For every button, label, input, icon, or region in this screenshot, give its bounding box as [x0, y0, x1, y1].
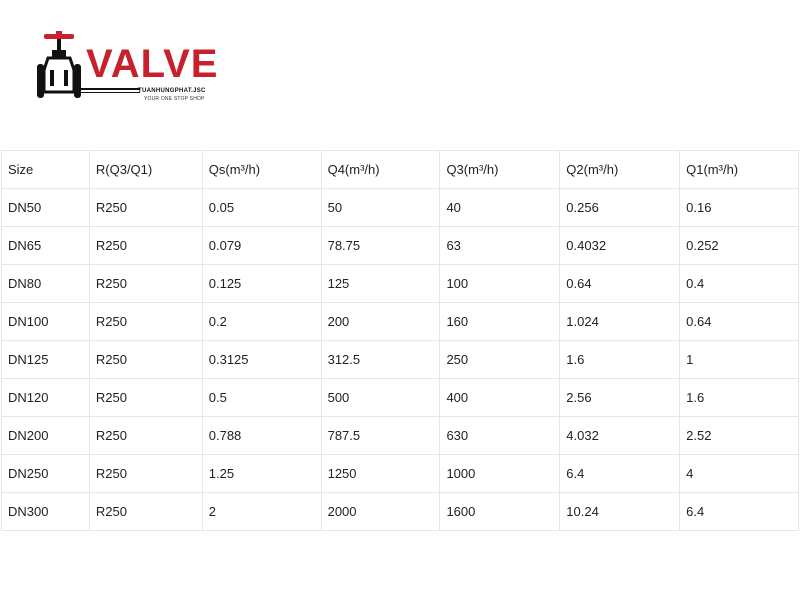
logo-company-name: TUANHUNGPHAT.JSC: [138, 88, 206, 94]
cell-q2: 10.24: [560, 493, 680, 531]
cell-q3: 250: [440, 341, 560, 379]
table-row: [2, 227, 799, 265]
cell-q2: 1.6: [560, 341, 680, 379]
cell-ratio: R250: [89, 341, 202, 379]
header-q1: Q1(m³/h): [680, 151, 799, 189]
cell-q3: 400: [440, 379, 560, 417]
cell-q2: 1.024: [560, 303, 680, 341]
cell-q1: 1.6: [680, 379, 799, 417]
cell-q4: 2000: [321, 493, 440, 531]
header-ratio: R(Q3/Q1): [89, 151, 202, 189]
cell-size: DN300: [2, 493, 90, 531]
cell-qs: 0.5: [202, 379, 321, 417]
cell-ratio: R250: [89, 227, 202, 265]
cell-size: DN200: [2, 417, 90, 455]
cell-q2: 0.4032: [560, 227, 680, 265]
cell-qs: 1.25: [202, 455, 321, 493]
header-qs: Qs(m³/h): [202, 151, 321, 189]
cell-qs: 0.125: [202, 265, 321, 303]
cell-size: DN100: [2, 303, 90, 341]
table-row: [2, 189, 799, 227]
logo-tagline: YOUR ONE STOP SHOP: [144, 96, 205, 102]
cell-q4: 1250: [321, 455, 440, 493]
cell-q3: 1000: [440, 455, 560, 493]
cell-q2: 2.56: [560, 379, 680, 417]
cell-q1: 1: [680, 341, 799, 379]
cell-q1: 0.252: [680, 227, 799, 265]
cell-q4: 312.5: [321, 341, 440, 379]
cell-q4: 125: [321, 265, 440, 303]
table-row: [2, 303, 799, 341]
table-row: [2, 341, 799, 379]
cell-q4: 50: [321, 189, 440, 227]
header-size: Size: [2, 151, 90, 189]
cell-size: DN125: [2, 341, 90, 379]
gate-valve-icon: [36, 30, 88, 110]
brand-logo[interactable]: [36, 30, 219, 110]
cell-q3: 630: [440, 417, 560, 455]
cell-q3: 1600: [440, 493, 560, 531]
table-header-row: [2, 151, 799, 189]
flow-spec-table: [1, 150, 799, 531]
table-row: [2, 493, 799, 531]
cell-qs: 0.2: [202, 303, 321, 341]
cell-q1: 4: [680, 455, 799, 493]
cell-ratio: R250: [89, 265, 202, 303]
cell-ratio: R250: [89, 493, 202, 531]
logo-wordmark: VALVE: [86, 42, 219, 86]
cell-q3: 63: [440, 227, 560, 265]
cell-q4: 200: [321, 303, 440, 341]
table-row: [2, 265, 799, 303]
cell-size: DN50: [2, 189, 90, 227]
cell-qs: 0.079: [202, 227, 321, 265]
cell-size: DN250: [2, 455, 90, 493]
cell-q2: 6.4: [560, 455, 680, 493]
cell-q4: 787.5: [321, 417, 440, 455]
cell-q1: 6.4: [680, 493, 799, 531]
cell-q3: 100: [440, 265, 560, 303]
cell-size: DN120: [2, 379, 90, 417]
cell-q4: 78.75: [321, 227, 440, 265]
header-q4: Q4(m³/h): [321, 151, 440, 189]
logo-underline: [80, 88, 140, 95]
cell-qs: 0.788: [202, 417, 321, 455]
header-q3: Q3(m³/h): [440, 151, 560, 189]
cell-q3: 160: [440, 303, 560, 341]
cell-qs: 0.05: [202, 189, 321, 227]
cell-qs: 0.3125: [202, 341, 321, 379]
cell-qs: 2: [202, 493, 321, 531]
header-q2: Q2(m³/h): [560, 151, 680, 189]
cell-q2: 4.032: [560, 417, 680, 455]
cell-q4: 500: [321, 379, 440, 417]
cell-size: DN65: [2, 227, 90, 265]
cell-q3: 40: [440, 189, 560, 227]
table-row: [2, 417, 799, 455]
cell-q1: 0.4: [680, 265, 799, 303]
cell-size: DN80: [2, 265, 90, 303]
cell-ratio: R250: [89, 455, 202, 493]
table-row: [2, 379, 799, 417]
cell-ratio: R250: [89, 189, 202, 227]
cell-q1: 0.64: [680, 303, 799, 341]
cell-ratio: R250: [89, 417, 202, 455]
cell-q2: 0.256: [560, 189, 680, 227]
cell-ratio: R250: [89, 303, 202, 341]
cell-ratio: R250: [89, 379, 202, 417]
table-row: [2, 455, 799, 493]
cell-q1: 2.52: [680, 417, 799, 455]
cell-q1: 0.16: [680, 189, 799, 227]
cell-q2: 0.64: [560, 265, 680, 303]
